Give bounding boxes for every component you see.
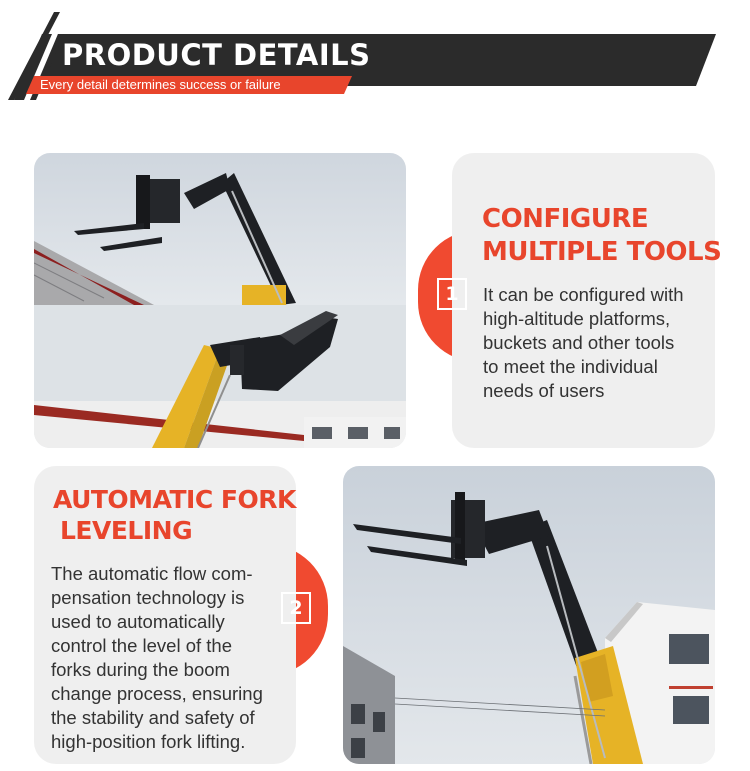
feature-1-heading (482, 203, 721, 268)
feature-2-line: used to automatically (51, 611, 225, 632)
feature-2-line: pensation technology is (51, 587, 245, 608)
feature-2-heading-line1: AUTOMATIC FORK (53, 485, 296, 514)
feature-1-number: 1 (437, 278, 467, 310)
forks-illustration (34, 153, 406, 305)
bucket-illustration (34, 305, 406, 448)
feature-1-heading-line1: CONFIGURE (482, 204, 649, 234)
feature-2-line: The automatic flow com- (51, 563, 253, 584)
section-banner (0, 0, 750, 110)
feature-2-number: 2 (281, 592, 311, 624)
fork-leveling-illustration (343, 466, 715, 764)
feature-2-line: high-position fork lifting. (51, 731, 246, 752)
feature-1-heading-line2: MULTIPLE TOOLS (482, 236, 722, 267)
feature-1-line: needs of users (483, 380, 605, 401)
bucket-attachment-photo (34, 305, 406, 448)
feature-1-line: buckets and other tools (483, 332, 675, 353)
forks-attachment-photo (34, 153, 406, 305)
feature-1-line: high-altitude platforms, (483, 308, 671, 329)
feature-2-line: change process, ensuring (51, 683, 263, 704)
feature-1-line: to meet the individual (483, 356, 658, 377)
feature-2-description (51, 562, 263, 754)
feature-1-photo-panel (34, 153, 406, 448)
feature-1-description (483, 283, 684, 403)
feature-2-line: the stability and safety of (51, 707, 255, 728)
feature-2-photo-panel (343, 466, 715, 764)
feature-2-line: control the level of the (51, 635, 232, 656)
banner-title: PRODUCT DETAILS (62, 38, 371, 72)
feature-2-heading-line2: LEVELING (60, 516, 193, 546)
banner-subtitle: Every detail determines success or failure (40, 77, 281, 92)
feature-1-line: It can be configured with (483, 284, 684, 305)
feature-2-line: forks during the boom (51, 659, 230, 680)
feature-2-heading (53, 484, 296, 547)
